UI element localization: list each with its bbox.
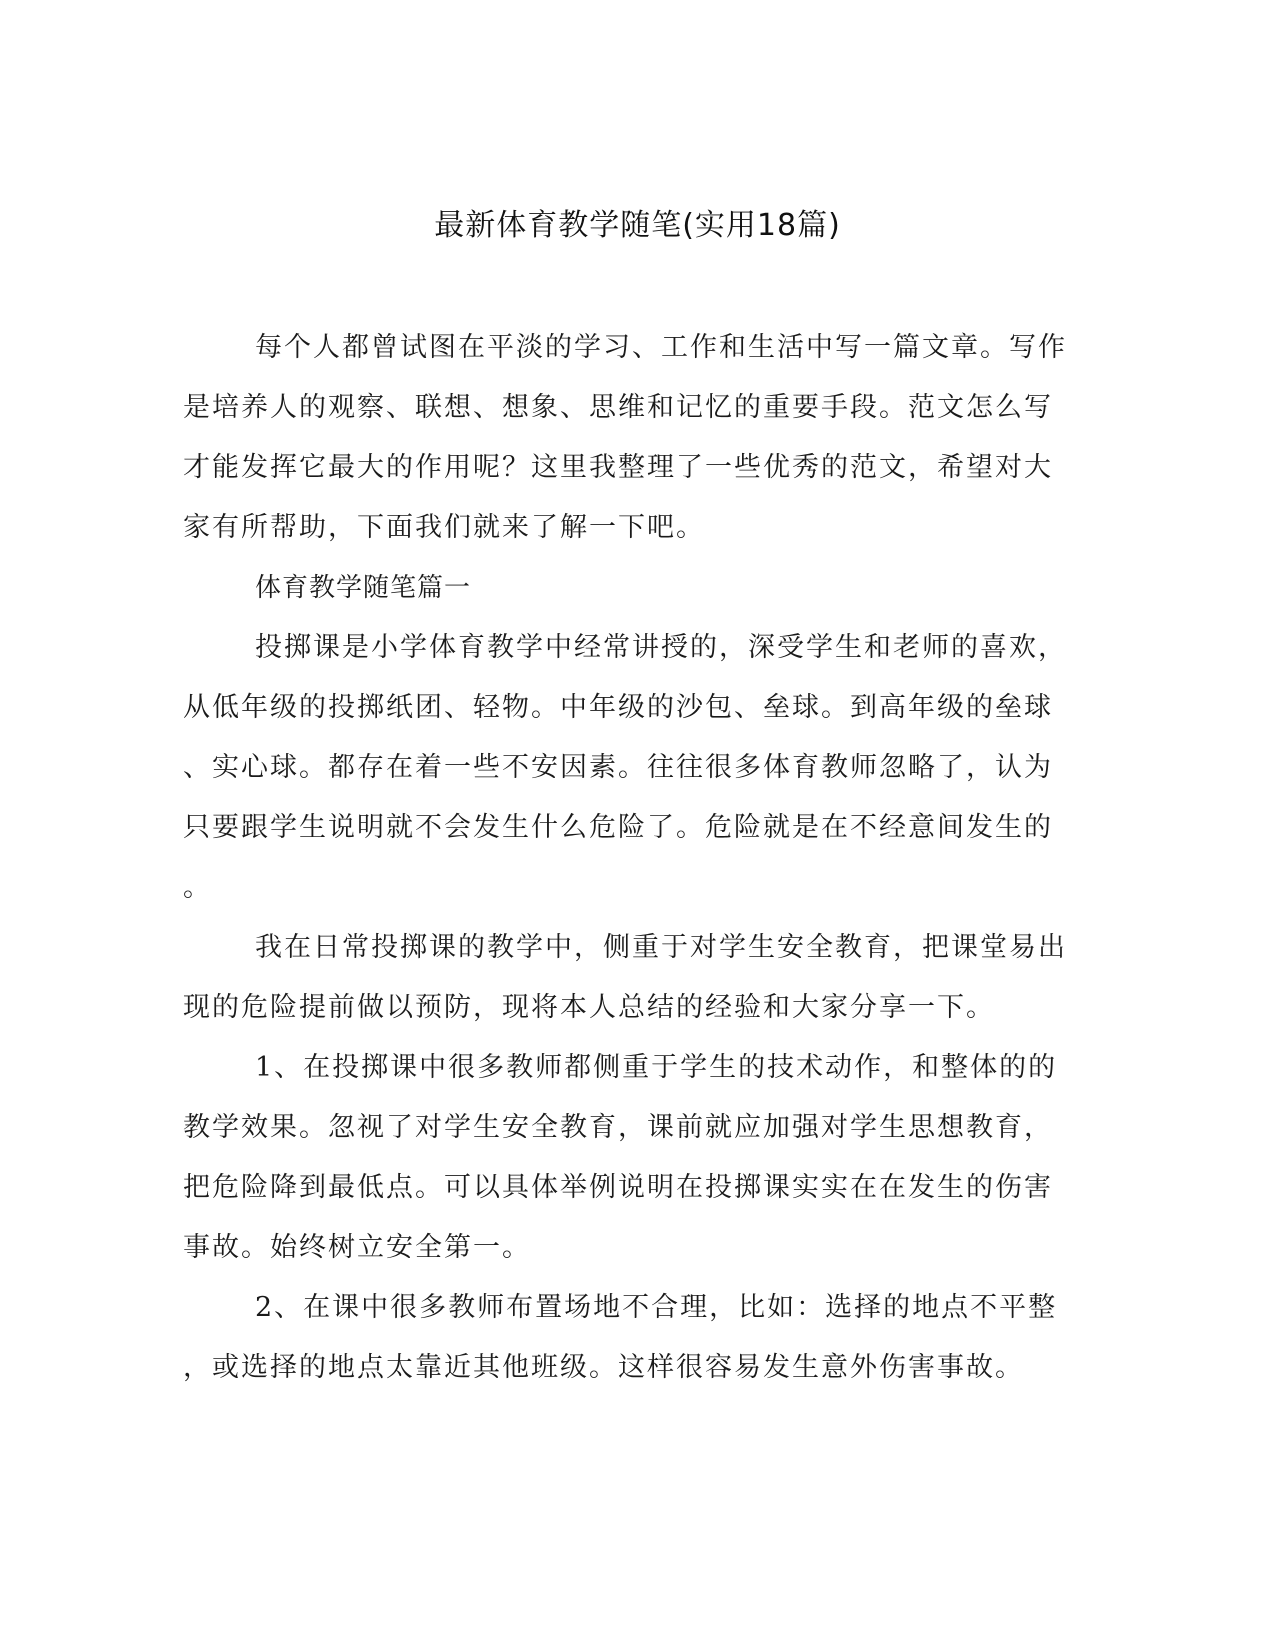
paragraph-line: 每个人都曾试图在平淡的学习、工作和生活中写一篇文章。写作: [255, 332, 1067, 363]
document-title: 最新体育教学随笔(实用18篇): [434, 208, 841, 243]
paragraph-line: 、实心球。都存在着一些不安因素。往往很多体育教师忽略了，认为: [183, 752, 1053, 783]
section-heading-text: 体育教学随笔篇一: [255, 573, 472, 603]
paragraph-line: 从低年级的投掷纸团、轻物。中年级的沙包、垒球。到高年级的垒球: [183, 692, 1053, 723]
body-paragraph: [183, 618, 1067, 918]
body-paragraph: [183, 1278, 1058, 1398]
document-body: [183, 318, 1067, 1398]
paragraph-line: 投掷课是小学体育教学中经常讲授的，深受学生和老师的喜欢，: [255, 632, 1067, 663]
section-heading: [183, 558, 1033, 618]
paragraph-line: 我在日常投掷课的教学中，侧重于对学生安全教育，把课堂易出: [255, 932, 1067, 963]
paragraph-line: 才能发挥它最大的作用呢？这里我整理了一些优秀的范文，希望对大: [183, 452, 1053, 483]
paragraph-line: 把危险降到最低点。可以具体举例说明在投掷课实实在在发生的伤害: [183, 1172, 1053, 1203]
paragraph-line: 。: [183, 872, 212, 903]
paragraph-line: 只要跟学生说明就不会发生什么危险了。危险就是在不经意间发生的: [183, 812, 1053, 843]
intro-paragraph: [183, 318, 1067, 558]
paragraph-line: 2、在课中很多教师布置场地不合理，比如：选择的地点不平整: [255, 1292, 1058, 1323]
paragraph-line: 事故。始终树立安全第一。: [183, 1232, 531, 1263]
paragraph-line: ，或选择的地点太靠近其他班级。这样很容易发生意外伤害事故。: [183, 1352, 1024, 1383]
paragraph-line: 教学效果。忽视了对学生安全教育，课前就应加强对学生思想教育，: [183, 1112, 1053, 1143]
body-paragraph: [183, 1038, 1058, 1278]
paragraph-line: 是培养人的观察、联想、想象、思维和记忆的重要手段。范文怎么写: [183, 392, 1053, 423]
body-paragraph: [183, 918, 1067, 1038]
paragraph-line: 家有所帮助，下面我们就来了解一下吧。: [183, 512, 705, 543]
paragraph-line: 现的危险提前做以预防，现将本人总结的经验和大家分享一下。: [183, 992, 995, 1023]
paragraph-line: 1、在投掷课中很多教师都侧重于学生的技术动作，和整体的的: [255, 1052, 1058, 1083]
